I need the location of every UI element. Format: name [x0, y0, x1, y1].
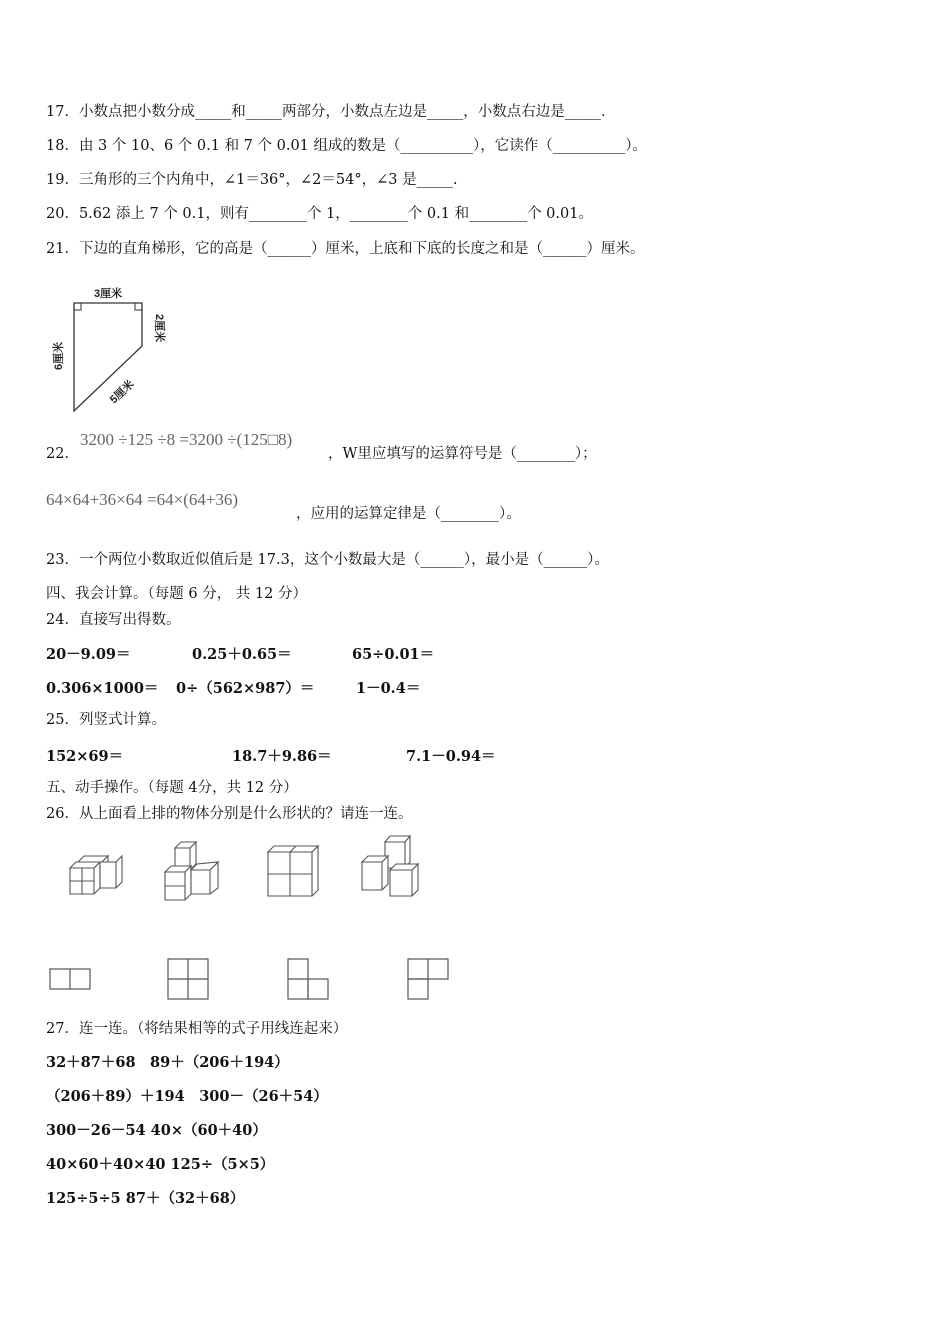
question-24-title: 24．直接写出得数。 — [46, 612, 181, 628]
q25-item: 18.7＋9.86＝ — [232, 748, 332, 765]
question-21: 21．下边的直角梯形，它的高是（______）厘米，上底和下底的长度之和是（______）厘米。 — [46, 241, 645, 257]
question-23: 23．一个两位小数取近似值后是 17.3，这个小数最大是（______），最小是（______）。 — [46, 552, 609, 568]
q24-item: 0÷（562×987）＝ — [176, 680, 315, 697]
question-27-title: 27．连一连。（将结果相等的式子用线连起来） — [46, 1021, 348, 1037]
q27-row: （206＋89）＋194 300－（26＋54） — [46, 1088, 328, 1105]
question-22-formula-1: 3200 ÷125 ÷8 =3200 ÷(125□8) — [80, 430, 293, 449]
q25-item: 152×69＝ — [46, 748, 124, 765]
section-5-heading: 五、动手操作。（每题 4分，共 12 分） — [46, 780, 298, 796]
q25-item: 7.1－0.94＝ — [406, 748, 496, 765]
q24-item: 1－0.4＝ — [356, 680, 421, 697]
trapezoid-left-label: 6厘米 — [53, 341, 65, 370]
q24-item: 0.306×1000＝ — [46, 680, 159, 697]
q27-row: 32＋87＋68 89＋（206＋194） — [46, 1054, 289, 1071]
q27-row: 40×60＋40×40 125÷（5×5） — [46, 1156, 275, 1173]
question-17: 17．小数点把小数分成_____和_____两部分，小数点左边是_____，小数点右边是_____． — [46, 104, 616, 120]
top-view-shapes — [46, 955, 456, 1005]
question-22-num: 22． — [46, 446, 79, 462]
q24-item: 20－9.09＝ — [46, 646, 131, 663]
question-20: 20．5.62 添上 7 个 0.1，则有________个 1，________个 0.1 和________个 0.01。 — [46, 206, 593, 222]
question-19: 19．三角形的三个内角中，∠1＝36°，∠2＝54°，∠3 是_____. — [46, 172, 458, 188]
q27-row: 300－26－54 40×（60＋40） — [46, 1122, 267, 1139]
question-22-text-1: ，W里应填写的运算符号是（________）； — [328, 446, 597, 462]
trapezoid-right-label: 2厘米 — [153, 314, 165, 343]
q24-item: 65÷0.01＝ — [352, 646, 435, 663]
q24-item: 0.25＋0.65＝ — [192, 646, 292, 663]
trapezoid-figure — [48, 282, 178, 414]
q27-row: 125÷5÷5 87＋（32＋68） — [46, 1190, 245, 1207]
trapezoid-top-label: 3厘米 — [94, 288, 123, 300]
trapezoid-slant-label: 5厘米 — [107, 378, 137, 407]
question-22-formula-2: 64×64+36×64 =64×(64+36) — [46, 490, 239, 509]
question-25-title: 25．列竖式计算。 — [46, 712, 166, 728]
section-4-heading: 四、我会计算。（每题 6 分， 共 12 分） — [46, 586, 307, 602]
cube-figures — [60, 832, 440, 904]
question-26: 26．从上面看上排的物体分别是什么形状的？请连一连。 — [46, 806, 413, 822]
question-18: 18．由 3 个 10、6 个 0.1 和 7 个 0.01 组成的数是（__________），它读作（__________）。 — [46, 138, 648, 154]
question-22-text-2: ，应用的运算定律是（________）。 — [296, 506, 521, 522]
